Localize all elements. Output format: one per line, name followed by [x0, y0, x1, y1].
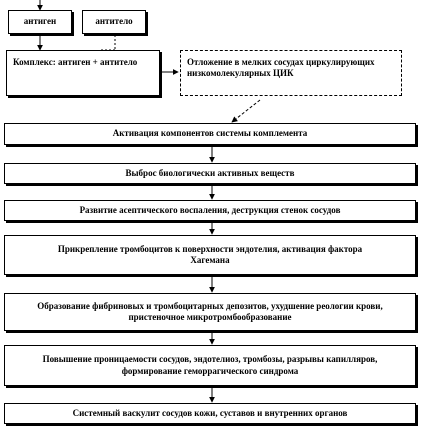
node-deposition-label: Отложение в мелких сосудах циркулирующих низкомолекулярных ЦИК: [187, 57, 375, 79]
node-complement-label: Активация компонентов системы комплемента: [112, 128, 308, 139]
node-complex: [6, 50, 160, 96]
arrow-deposition-to-complement: [232, 100, 260, 122]
node-antibody: [82, 10, 146, 34]
node-permeability: [4, 345, 416, 386]
node-antigen: [8, 10, 72, 34]
node-fibrin-label: Образование фибриновых и тромбоцитарных депозитов, ухудшение реологии крови, пристеночное микротромбообразование: [37, 300, 383, 322]
node-complement: [4, 123, 416, 145]
node-fibrin: [4, 293, 416, 331]
node-platelets-label: Прикрепление тромбоцитов к поверхности эндотелия, активация фактора Хагемана: [57, 243, 363, 265]
node-release: [4, 163, 416, 184]
node-inflammation-label: Развитие асептического воспаления, деструкция стенок сосудов: [79, 204, 341, 215]
node-inflammation: [4, 200, 416, 221]
node-release-label: Выброс биологически активных веществ: [125, 167, 295, 178]
node-platelets: [4, 235, 416, 275]
node-complex-label: Комплекс: антиген + антитело: [13, 57, 138, 67]
node-vasculitis: [4, 403, 416, 424]
node-vasculitis-label: Системный васкулит сосудов кожи, суставов и внутренних органов: [72, 407, 348, 418]
node-antibody-label: антитело: [95, 16, 133, 27]
node-antigen-label: антиген: [23, 16, 57, 27]
node-permeability-label: Повышение проницаемости сосудов, эндотелиоз, тромбозы, разрывы капилляров, формирование геморрагического синдрома: [42, 354, 378, 376]
node-deposition: [180, 50, 402, 96]
